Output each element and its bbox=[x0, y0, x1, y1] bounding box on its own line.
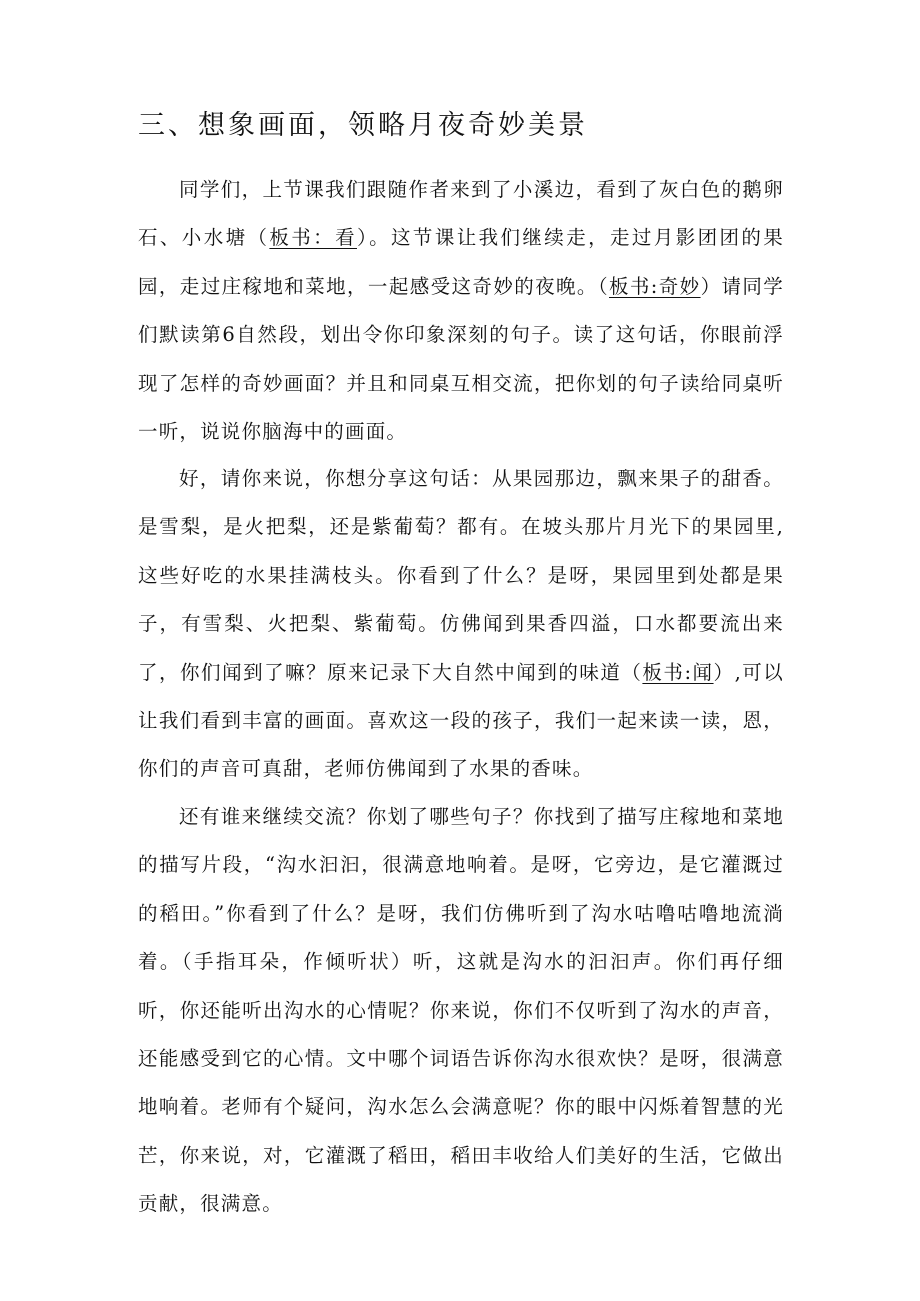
section-heading: 三、想象画面，领略月夜奇妙美景 bbox=[138, 110, 588, 141]
paragraph-3 bbox=[138, 793, 784, 1229]
board-note-smell: 板书:闻 bbox=[642, 660, 714, 684]
paragraph-2-text-b: ）,可以让我们看到丰富的画面。喜欢这一段的孩子，我们一起来读一读，恩，你们的声音可真甜，老师仿佛闻到了水果的香味。 bbox=[138, 660, 784, 781]
paragraph-1 bbox=[138, 166, 784, 456]
paragraph-2-text-a: 好，请你来说，你想分享这句话：从果园那边，飘来果子的甜香。是雪梨，是火把梨，还是紫葡萄？都有。在坡头那片月光下的果园里,这些好吃的水果挂满枝头。你看到了什么？是呀，果园里到处都是果子，有雪梨、火把梨、紫葡萄。仿佛闻到果香四溢，口水都要流出来了，你们闻到了嘛？原来记录下大自然中闻到的味道（ bbox=[138, 467, 784, 684]
board-note-look: 板书：看 bbox=[269, 226, 357, 250]
paragraph-2 bbox=[138, 455, 784, 794]
paragraph-3-text: 还有谁来继续交流？你划了哪些句子？你找到了描写庄稼地和菜地的描写片段，“沟水汩汩，很满意地响着。是呀，它旁边，是它灌溉过的稻田。”你看到了什么？是呀，我们仿佛听到了沟水咕噜咕噜地流淌着。（手指耳朵，作倾听状）听，这就是沟水的汩汩声。你们再仔细听，你还能听出沟水的心情呢？你来说，你们不仅听到了沟水的声音，还能感受到它的心情。文中哪个词语告诉你沟水很欢快？是呀，很满意地响着。老师有个疑问，沟水怎么会满意呢？你的眼中闪烁着智慧的光芒，你来说，对，它灌溉了稻田，稻田丰收给人们美好的生活，它做出贡献，很满意。 bbox=[138, 805, 784, 1216]
paragraph-1-text-b: ）。这节课让我们继续走，走过月影团团的果园，走过庄稼地和菜地，一起感受这奇妙的夜晚。（ bbox=[138, 226, 784, 298]
board-note-wonderful: 板书:奇妙 bbox=[609, 274, 701, 298]
paragraph-1-text-a: 同学们，上节课我们跟随作者来到了小溪边，看到了灰白色的鹅卵石、小水塘（ bbox=[138, 178, 784, 250]
paragraph-1-text-c: ）请同学们默读第6自然段，划出令你印象深刻的句子。读了这句话，你眼前浮现了怎样的奇妙画面？并且和同桌互相交流，把你划的句子读给同桌听一听，说说你脑海中的画面。 bbox=[138, 274, 784, 444]
